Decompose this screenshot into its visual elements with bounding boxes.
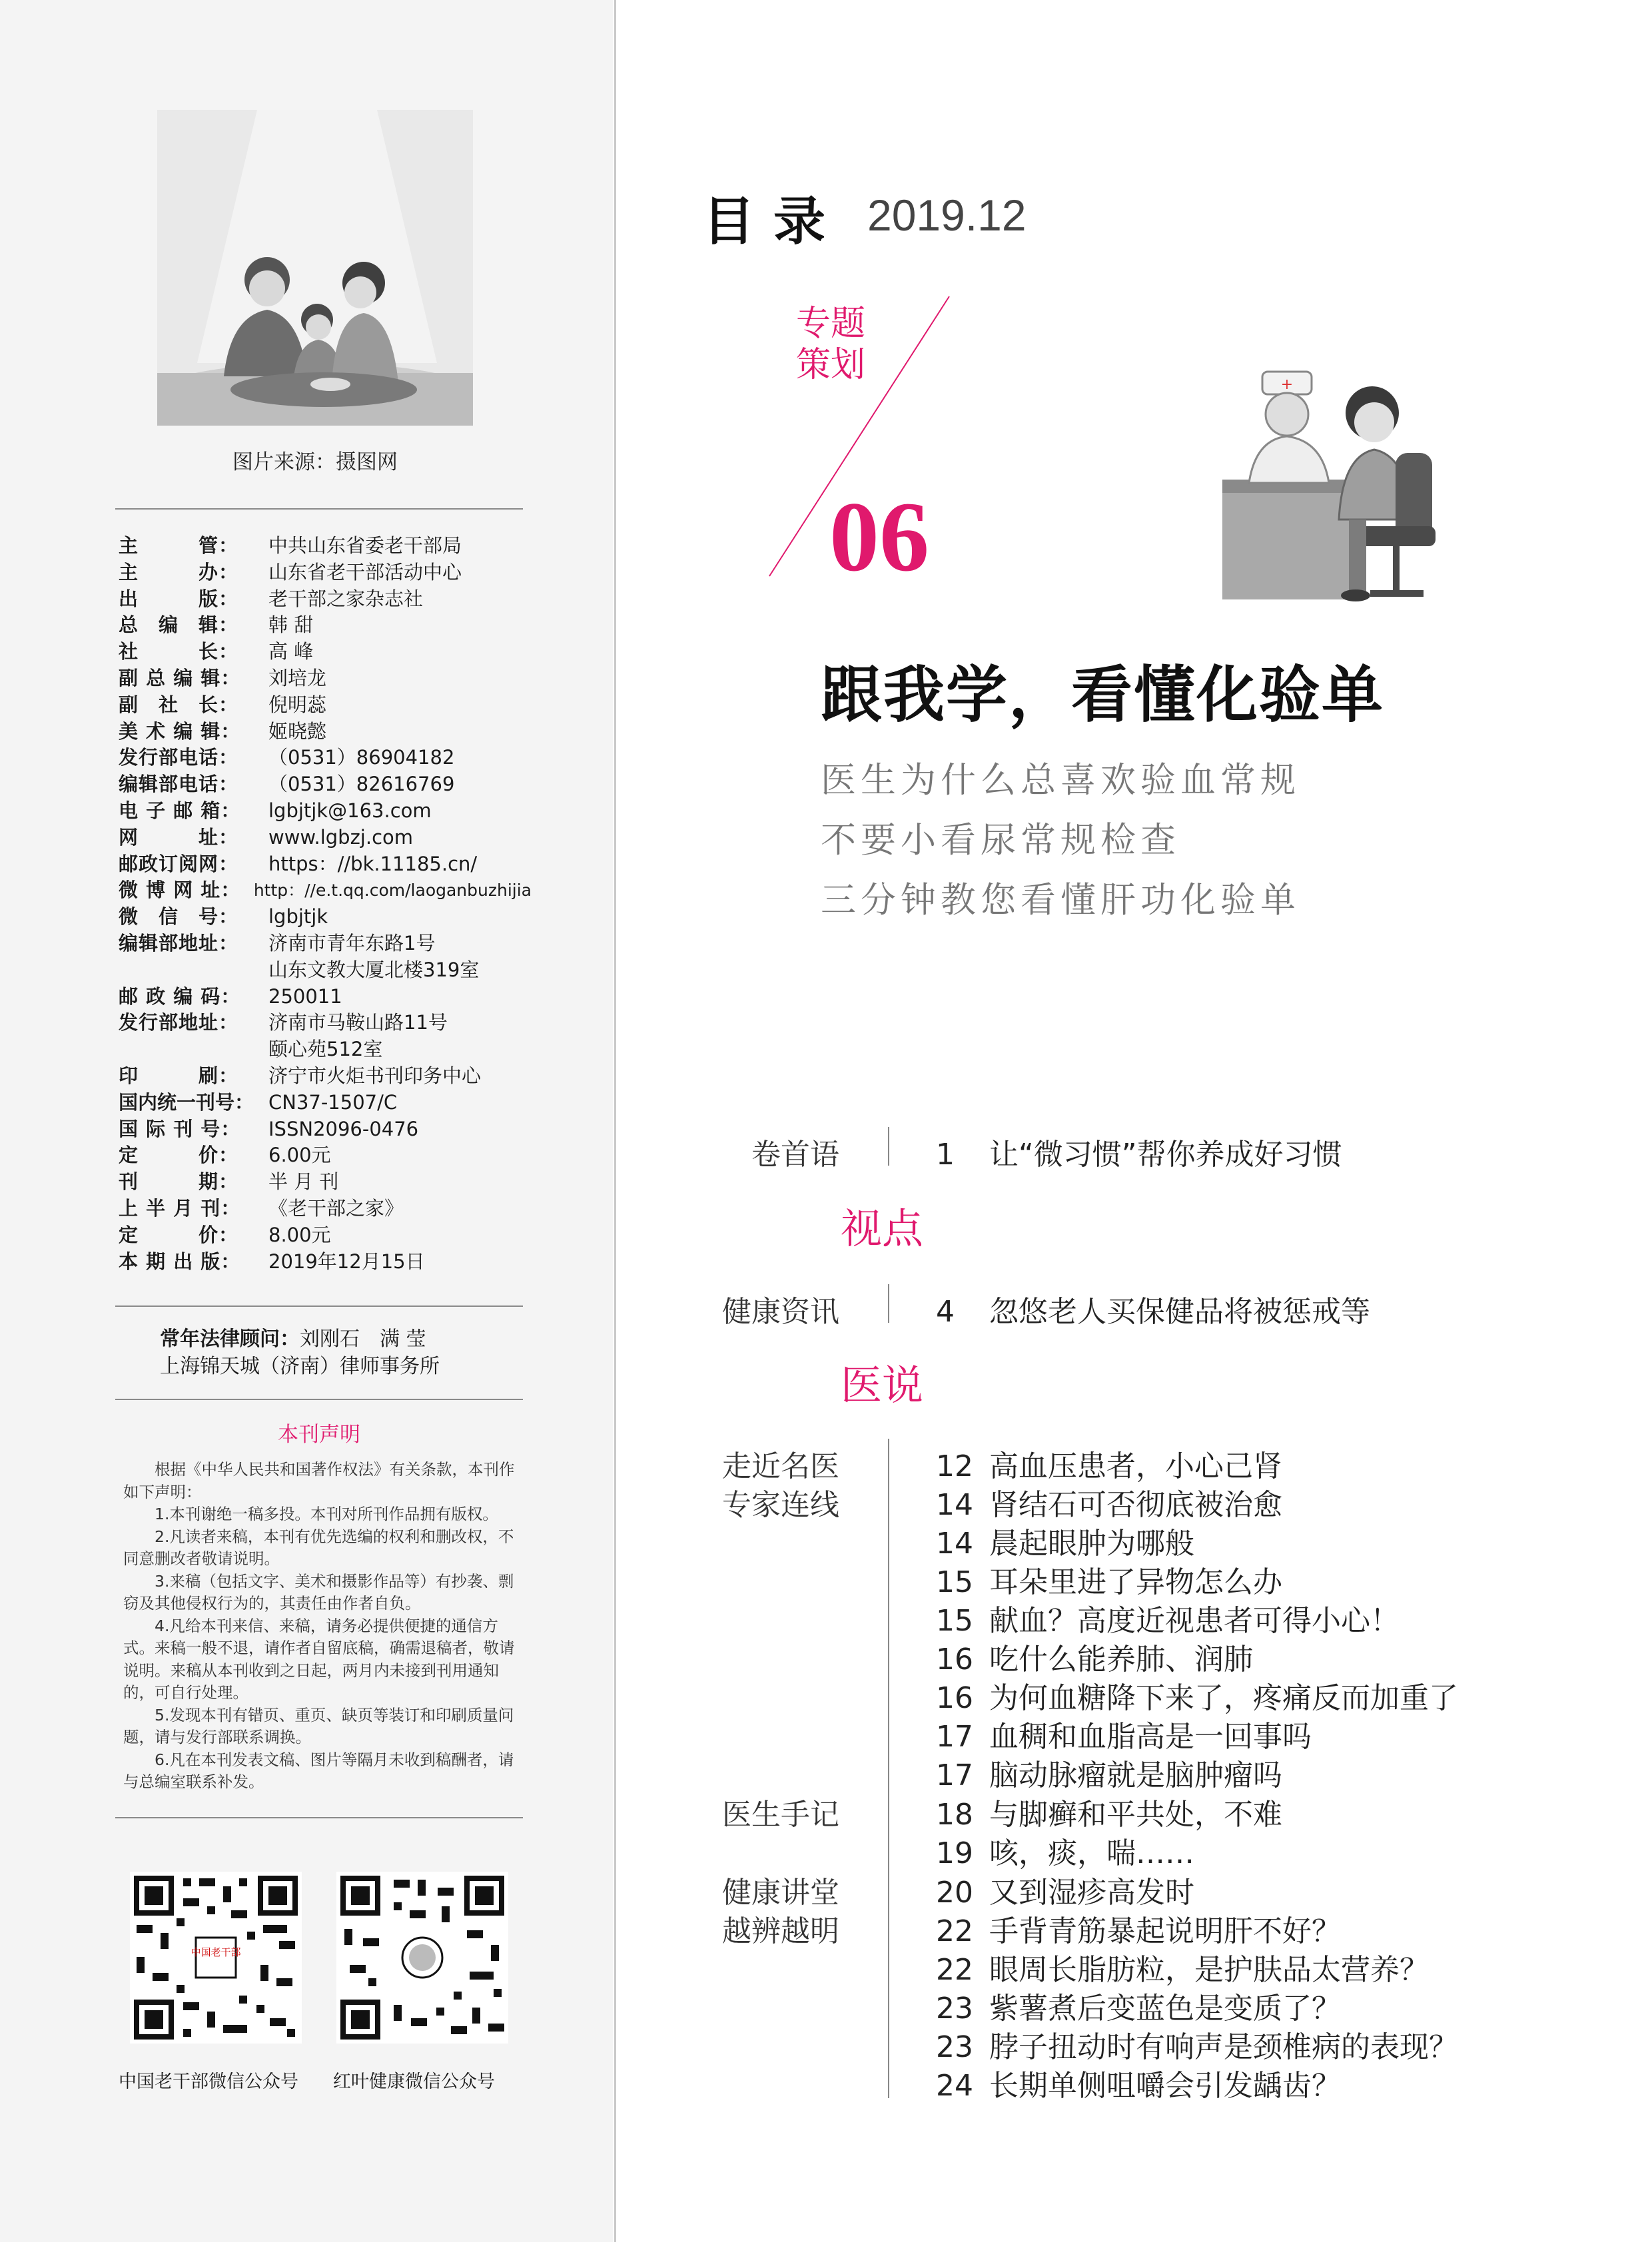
toc-page-number: 24	[936, 2069, 973, 2103]
masthead-row	[119, 1142, 532, 1169]
website-link[interactable]: www.lgbzj.com	[268, 825, 414, 849]
masthead-row	[119, 1222, 532, 1249]
notice-title: 本刊声明	[278, 1423, 360, 1447]
masthead-value: 韩 甜	[268, 613, 314, 637]
masthead-value: 济南市青年东路1号	[268, 931, 436, 954]
toc-entry[interactable]	[936, 1519, 1194, 1562]
masthead-label: 网 址：	[119, 825, 239, 849]
toc-page-number: 15	[936, 1565, 973, 1599]
feature-subtitle[interactable]: 医生为什么总喜欢验血常规	[821, 760, 1300, 801]
toc-entry[interactable]	[936, 1558, 1282, 1601]
notice-paragraph: 根据《中华人民共和国著作权法》有关条款，本刊作如下声明：	[123, 1460, 515, 1501]
wechat-qr-code[interactable]	[130, 1872, 302, 2044]
notice-paragraph: 3.来稿（包括文字、美术和摄影作品等）有抄袭、剽窃及其他侵权行为的，其责任由作者自负。	[123, 1571, 514, 1613]
masthead-row	[119, 560, 532, 586]
copyright-notice	[123, 1459, 523, 1794]
toc-entry-title: 手背青筋暴起说明肝不好？	[989, 1914, 1341, 1948]
masthead-row	[119, 1116, 532, 1143]
toc-entry-title: 晨起眼肿为哪般	[989, 1527, 1194, 1561]
masthead-label: 刊 期：	[119, 1170, 239, 1194]
toc-entry[interactable]	[936, 1674, 1458, 1716]
masthead-value: 高 峰	[268, 640, 314, 663]
masthead-value: 老干部之家杂志社	[268, 587, 424, 610]
toc-entry-title: 肾结石可否彻底被治愈	[989, 1488, 1282, 1522]
category-label: 越辨越明	[722, 1914, 839, 1948]
toc-page-number: 22	[936, 1953, 973, 1987]
toc-title: 目录	[703, 192, 845, 252]
masthead-label: 主 管：	[119, 534, 239, 557]
category-divider	[888, 1127, 889, 1166]
feature-page-number: 06	[829, 482, 929, 592]
toc-entry-title: 高血压患者，小心己肾	[989, 1449, 1282, 1483]
masthead-label: 发行部地址：	[119, 1011, 239, 1034]
toc-entry-title: 忽悠老人买保健品将被惩戒等	[989, 1295, 1370, 1329]
toc-page-number: 4	[936, 1295, 955, 1329]
feature-subtitles	[821, 751, 1300, 931]
notice-paragraph: 5.发现本刊有错页、重页、缺页等装订和印刷质量问题，请与发行部联系调换。	[123, 1705, 514, 1746]
toc-entry-title: 紫薯煮后变蓝色是变质了？	[989, 1992, 1341, 2026]
toc-entry-title: 咳，痰，喘……	[989, 1836, 1194, 1870]
section-heading: 医说	[841, 1361, 924, 1409]
feature-subtitle[interactable]: 三分钟教您看懂肝功化验单	[821, 880, 1300, 921]
masthead-label: 编辑部地址：	[119, 931, 239, 954]
toc-entry[interactable]	[936, 2061, 1341, 2104]
masthead-row	[119, 851, 532, 878]
masthead-value: 倪明蕊	[268, 693, 327, 716]
masthead-label: 定 价：	[119, 1144, 239, 1167]
masthead-value: （0531）86904182	[268, 746, 455, 769]
toc-page-number: 23	[936, 1992, 973, 2026]
masthead-row	[119, 719, 532, 745]
toc-entry[interactable]	[936, 1751, 1282, 1794]
masthead-value: lgbjtjk	[268, 905, 328, 929]
toc-entry-title: 脑动脉瘤就是脑肿瘤吗	[989, 1758, 1282, 1792]
masthead-row	[119, 984, 532, 1010]
masthead-label: 电 子 邮 箱：	[119, 799, 241, 822]
toc-entry[interactable]	[936, 1130, 1342, 1173]
masthead-label	[119, 1036, 268, 1063]
masthead-row	[119, 1169, 532, 1196]
masthead-value: 济宁市火炬书刊印务中心	[268, 1064, 482, 1087]
masthead-label: 编辑部电话：	[119, 773, 239, 796]
masthead-label: 国 际 刊 号：	[119, 1117, 241, 1140]
weibo-link[interactable]: http：//e.t.qq.com/laoganbuzhijia	[253, 881, 532, 901]
masthead-label: 出 版：	[119, 587, 239, 610]
email-link[interactable]: lgbjtjk@163.com	[268, 799, 432, 822]
masthead-value: CN37-1507/C	[268, 1090, 398, 1114]
masthead-label: 微 博 网 址：	[119, 879, 241, 902]
legal-label: 常年法律顾问：	[160, 1327, 300, 1351]
toc-entry-title: 眼周长脂肪粒，是护肤品太营养？	[989, 1953, 1429, 1987]
masthead-label: 定 价：	[119, 1223, 239, 1246]
masthead-row	[119, 1249, 532, 1276]
masthead-label: 总 编 辑：	[119, 613, 239, 637]
toc-page-number: 16	[936, 1643, 973, 1677]
toc-page-number: 22	[936, 1914, 973, 1948]
legal-names: 刘刚石 满 莹	[300, 1327, 426, 1351]
masthead-value: 250011	[268, 984, 342, 1008]
toc-entry[interactable]	[936, 1481, 1282, 1523]
toc-entry[interactable]	[936, 1635, 1253, 1678]
notice-paragraph: 6.凡在本刊发表文稿、图片等隔月未收到稿酬者，请与总编室联系补发。	[123, 1750, 514, 1791]
masthead-info	[119, 533, 532, 1275]
masthead-label: 微 信 号：	[119, 905, 239, 929]
wechat-qr-code[interactable]	[336, 1872, 508, 2044]
separator-line	[115, 1817, 523, 1818]
masthead-value: 半 月 刊	[268, 1170, 339, 1194]
doctor-patient-illustration	[1222, 366, 1449, 609]
toc-entry-title: 长期单侧咀嚼会引发龋齿？	[989, 2069, 1341, 2103]
notice-paragraph: 1.本刊谢绝一稿多投。本刊对所刊作品拥有版权。	[155, 1505, 498, 1523]
masthead-value: 山东省老干部活动中心	[268, 560, 462, 583]
toc-page-number: 12	[936, 1449, 973, 1483]
masthead-label: 邮政订阅网：	[119, 852, 239, 875]
toc-entry-title: 献血？高度近视患者可得小心！	[989, 1604, 1400, 1638]
masthead-value: 中共山东省委老干部局	[268, 534, 462, 557]
category-label: 医生手记	[722, 1798, 839, 1832]
masthead-row	[119, 1010, 532, 1036]
masthead-row	[119, 692, 532, 719]
category-divider	[888, 1284, 889, 1323]
toc-entry[interactable]	[936, 1829, 1194, 1872]
family-illustration	[157, 110, 473, 426]
masthead-value: 2019年12月15日	[268, 1250, 425, 1273]
masthead-label	[119, 957, 268, 984]
masthead-label: 邮 政 编 码：	[119, 984, 241, 1008]
toc-entry[interactable]	[936, 1442, 1282, 1485]
masthead-row	[119, 1090, 532, 1116]
toc-entry-title: 让“微习惯”帮你养成好习惯	[989, 1138, 1342, 1172]
category-divider	[888, 1439, 889, 2098]
masthead-label: 社 长：	[119, 640, 239, 663]
masthead-value: 山东文教大厦北楼319室	[268, 958, 480, 981]
masthead-value: 6.00元	[268, 1144, 331, 1167]
toc-entry[interactable]	[936, 1712, 1312, 1755]
separator-line	[115, 508, 523, 510]
qr-caption: 红叶健康微信公众号	[333, 2071, 495, 2092]
feature-subtitle[interactable]: 不要小看尿常规检查	[821, 820, 1180, 861]
toc-entry-title: 血稠和血脂高是一回事吗	[989, 1720, 1312, 1754]
special-tag-line: 专题	[796, 304, 866, 344]
masthead-row	[119, 665, 532, 692]
toc-entry[interactable]	[936, 1907, 1341, 1950]
masthead-row	[119, 639, 532, 665]
masthead-row	[119, 1063, 532, 1090]
category-label: 健康资讯	[722, 1295, 839, 1329]
masthead-row	[119, 825, 532, 851]
toc-entry-title: 与脚癣和平共处，不难	[989, 1798, 1282, 1832]
toc-entry[interactable]	[936, 1984, 1341, 2027]
image-caption: 图片来源：摄图网	[232, 450, 398, 474]
toc-entry[interactable]	[936, 1288, 1370, 1330]
toc-page-number: 19	[936, 1836, 973, 1870]
masthead-row	[119, 877, 532, 904]
masthead-value: 姬晓懿	[268, 719, 327, 743]
masthead-label: 副 总 编 辑：	[119, 666, 241, 689]
masthead-label: 主 办：	[119, 560, 239, 583]
toc-entry-title: 又到湿疹高发时	[989, 1876, 1194, 1910]
toc-entry[interactable]	[936, 1597, 1400, 1639]
masthead-label: 国内统一刊号：	[119, 1090, 254, 1114]
separator-line	[115, 1399, 523, 1400]
special-tag-line: 策划	[796, 345, 866, 385]
legal-counsel	[160, 1325, 440, 1380]
issue-date: 2019.12	[867, 190, 1027, 240]
toc-page-number: 23	[936, 2030, 973, 2064]
masthead-row	[119, 931, 532, 957]
toc-page-number: 17	[936, 1758, 973, 1792]
toc-page-number: 16	[936, 1681, 973, 1715]
toc-entry-title: 吃什么能养肺、润肺	[989, 1643, 1253, 1677]
section-heading: 视点	[841, 1204, 924, 1253]
category-label: 健康讲堂	[722, 1876, 839, 1910]
masthead-row	[119, 904, 532, 931]
masthead-label: 副 社 长：	[119, 693, 239, 716]
masthead-value: 《老干部之家》	[268, 1196, 404, 1220]
masthead-value: 8.00元	[268, 1223, 331, 1246]
masthead-value: 济南市马鞍山路11号	[268, 1011, 448, 1034]
nurse-cap-cross: +	[1280, 376, 1294, 393]
toc-page-number: 20	[936, 1876, 973, 1910]
masthead-row	[119, 745, 532, 771]
masthead-row	[119, 1036, 532, 1063]
category-label: 专家连线	[722, 1488, 839, 1522]
masthead-label: 发行部电话：	[119, 746, 239, 769]
toc-entry-title: 为何血糖降下来了，疼痛反而加重了	[989, 1681, 1458, 1715]
masthead-value: ISSN2096-0476	[268, 1117, 419, 1140]
toc-entry[interactable]	[936, 1868, 1194, 1911]
masthead-row	[119, 586, 532, 613]
qr-center-logo-text: 中国老干部	[191, 1946, 241, 1958]
masthead-label: 本 期 出 版：	[119, 1250, 241, 1273]
masthead-value: 颐心苑512室	[268, 1038, 383, 1061]
notice-paragraph: 4.凡给本刊来信、来稿，请务必提供便捷的通信方式。来稿一般不退，请作者自留底稿，确需退稿者，敬请说明。来稿从本刊收到之日起，两月内未接到刊用通知的，可自行处理。	[123, 1616, 515, 1702]
masthead-row	[119, 533, 532, 560]
category-label: 卷首语	[751, 1138, 839, 1172]
notice-paragraph: 2.凡读者来稿，本刊有优先选编的权利和删改权，不同意删改者敬请说明。	[123, 1527, 514, 1568]
toc-page-number: 14	[936, 1488, 973, 1522]
toc-entry[interactable]	[936, 1790, 1282, 1833]
masthead-row	[119, 798, 532, 825]
toc-page-number: 15	[936, 1604, 973, 1638]
toc-entry[interactable]	[936, 1946, 1429, 1988]
toc-entry-title: 耳朵里进了异物怎么办	[989, 1565, 1282, 1599]
category-label: 走近名医	[722, 1449, 839, 1483]
feature-title[interactable]: 跟我学，看懂化验单	[821, 659, 1385, 731]
qr-caption: 中国老干部微信公众号	[119, 2071, 298, 2092]
masthead-label: 印 刷：	[119, 1064, 239, 1087]
masthead-row	[119, 957, 532, 984]
toc-page-number: 14	[936, 1527, 973, 1561]
subscription-link[interactable]: https：//bk.11185.cn/	[268, 852, 478, 875]
masthead-row	[119, 771, 532, 798]
column-divider	[614, 0, 616, 2242]
masthead-label: 美 术 编 辑：	[119, 719, 241, 743]
masthead-row	[119, 1196, 532, 1222]
separator-line	[115, 1306, 523, 1307]
toc-page-number: 1	[936, 1138, 955, 1172]
masthead-row	[119, 612, 532, 639]
toc-entry-title: 脖子扭动时有响声是颈椎病的表现？	[989, 2030, 1458, 2064]
toc-entry[interactable]	[936, 2023, 1458, 2065]
masthead-value: （0531）82616769	[268, 773, 455, 796]
masthead-value: 刘培龙	[268, 666, 327, 689]
legal-firm: 上海锦天城（济南）律师事务所	[160, 1355, 440, 1378]
toc-page-number: 17	[936, 1720, 973, 1754]
masthead-label: 上 半 月 刊：	[119, 1196, 241, 1220]
toc-page-number: 18	[936, 1798, 973, 1832]
